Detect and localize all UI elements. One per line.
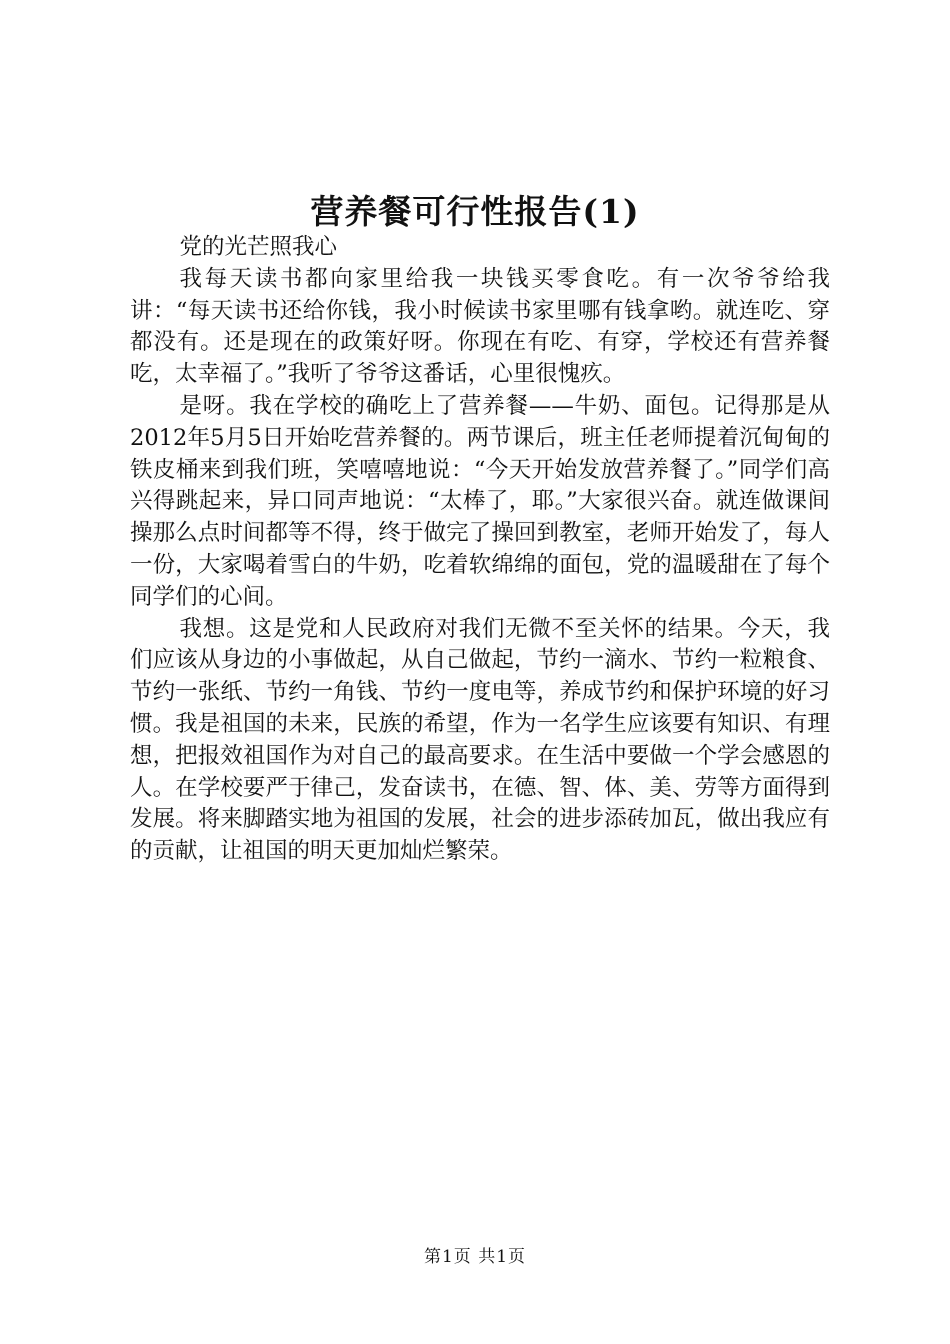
document-title: 营养餐可行性报告(1) xyxy=(310,192,640,231)
paragraph: 我想。这是党和人民政府对我们无微不至关怀的结果。今天，我们应该从身边的小事做起，从自己做起，节约一滴水、节约一粒粮食、节约一张纸、节约一角钱、节约一度电等，养成节约和保护环境的好习惯。我是祖国的未来，民族的希望，作为一名学生应该要有知识、有理想，把报效祖国作为对自己的最高要求。在生活中要做一个学会感恩的人。在学校要严于律己，发奋读书，在德、智、体、美、劳等方面得到发展。将来脚踏实地为祖国的发展，社会的进步添砖加瓦，做出我应有的贡献，让祖国的明天更加灿烂繁荣。 xyxy=(130,615,830,865)
page-footer: 第1页 共1页 xyxy=(423,1247,527,1267)
document-subtitle: 党的光芒照我心 xyxy=(179,234,338,260)
paragraph: 我每天读书都向家里给我一块钱买零食吃。有一次爷爷给我讲：“每天读书还给你钱，我小时候读书家里哪有钱拿哟。就连吃、穿都没有。还是现在的政策好呀。你现在有吃、有穿，学校还有营养餐吃，太幸福了。”我听了爷爷这番话，心里很愧疚。 xyxy=(130,265,830,388)
paragraph: 是呀。我在学校的确吃上了营养餐——牛奶、面包。记得那是从2012年5月5日开始吃营养餐的。两节课后，班主任老师提着沉甸甸的铁皮桶来到我们班，笑嘻嘻地说：“今天开始发放营养餐了。”同学们高兴得跳起来，异口同声地说：“太棒了，耶。”大家很兴奋。就连做课间操那么点时间都等不得，终于做完了操回到教室，老师开始发了，每人一份，大家喝着雪白的牛奶，吃着软绵绵的面包，党的温暖甜在了每个同学们的心间。 xyxy=(130,392,830,610)
document-body xyxy=(130,232,830,868)
